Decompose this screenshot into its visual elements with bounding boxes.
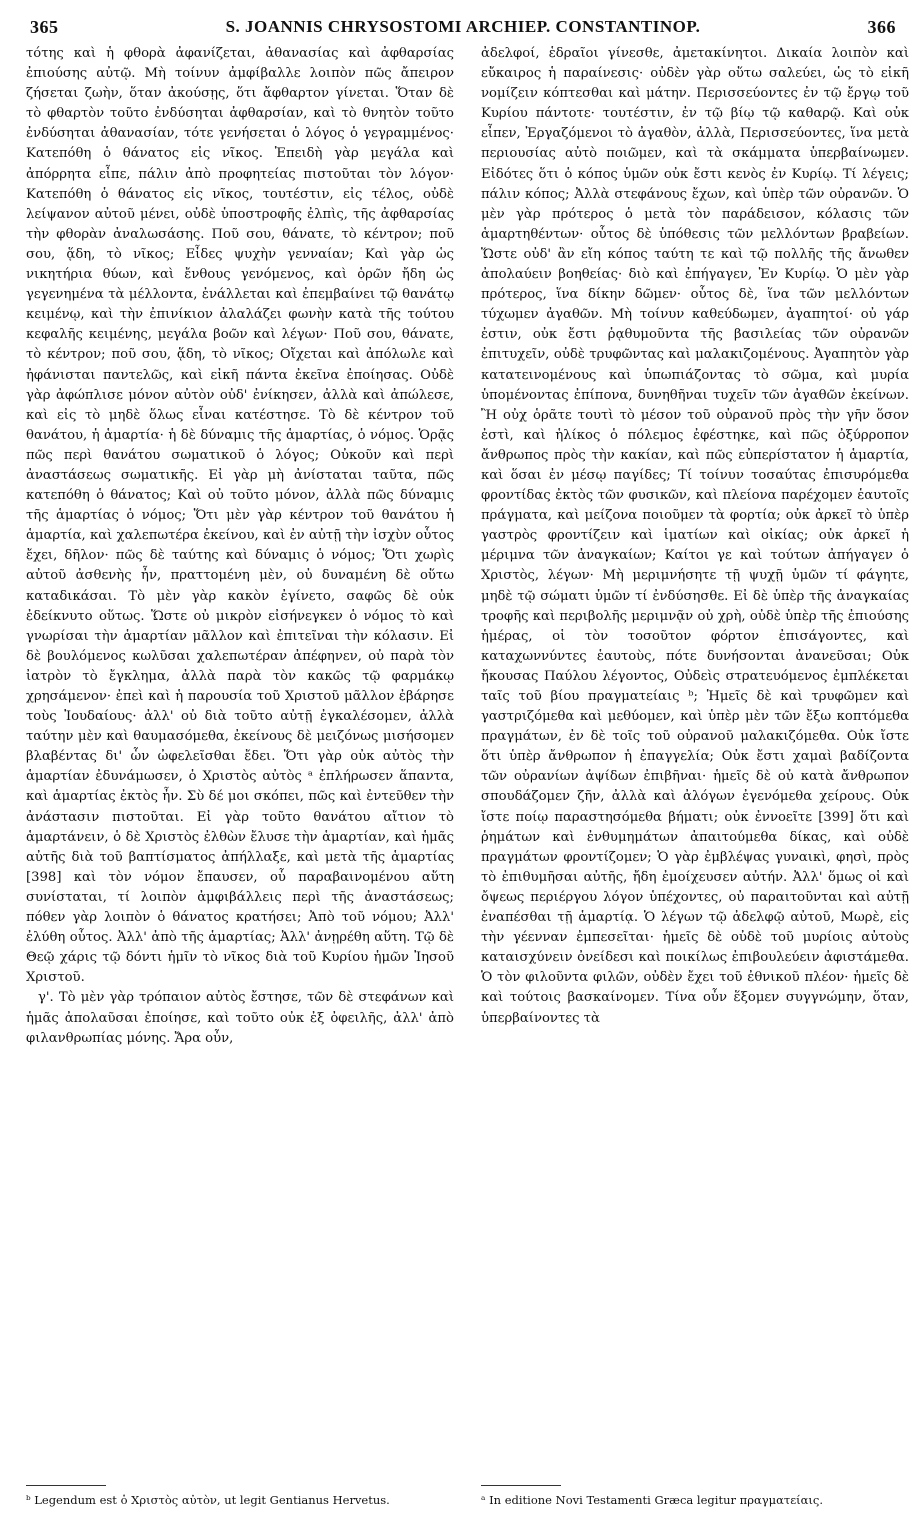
left-column (26, 44, 454, 1480)
left-paragraph-2: γ'. Τὸ μὲν γὰρ τρόπαιον αὐτὸς ἔστησε, τῶν δὲ στεφάνων καὶ ἡμᾶς ἀπολαῦσαι ἐποίησε, καὶ τοῦτο οὐκ ἐξ ὀφειλῆς, ἀλλ' ἀπὸ φιλανθρωπίας μόνης. Ἄρα οὖν, (26, 990, 454, 1046)
left-paragraph-1: τότης καὶ ἡ φθορὰ ἀφανίζεται, ἀθανασίας καὶ ἀφθαρσίας ἐπιούσης αὐτῷ. Μὴ τοίνυν ἀμφίβαλλε λοιπὸν πῶς ἄπειρον ζήσεται ζωὴν, ὅταν ἀκούσῃς, ὅτι ἄφθαρτον γίνεται. Ὅταν δὲ τὸ φθαρτὸν τοῦτο ἐνδύσηται ἀφθαρσίαν, καὶ τὸ θνητὸν τοῦτο ἐνδύσηται ἀθανασίαν, τότε γενήσεται ὁ λόγος ὁ γεγραμμένος· Κατεπόθη ὁ θάνατος εἰς νῖκος. Ἐπειδὴ γὰρ μεγάλα καὶ ἀπόρρητα εἶπε, πάλιν ἀπὸ προφητείας πιστοῦται τὸν λόγον· Κατεπόθη ὁ θάνατος εἰς νῖκος, τουτέστιν, εἰς τέλος, οὐδὲ λείψανον αὐτοῦ μένει, οὐδὲ ὑποστροφῆς ἐλπὶς, τῆς ἀφθαρσίας τὴν φθορὰν ἀναλωσάσης. Ποῦ σου, θάνατε, τὸ κέντρον; ποῦ σου, ᾅδη, τὸ νῖκος; Εἶδες ψυχὴν γενναίαν; Καὶ γὰρ ὡς νικητήρια θύων, καὶ ἔνθους γενόμενος, καὶ ὁρῶν ἤδη ὡς γεγενημένα τὰ μέλλοντα, ἐνάλλεται καὶ ἐπεμβαίνει τῷ θανάτῳ κειμένῳ, καὶ τὴν ἐπινίκιον ἀλαλάζει φωνὴν κατὰ τῆς τούτου κεφαλῆς κειμένης, μεγάλα βοῶν καὶ λέγων· Ποῦ σου, θάνατε, τὸ κέντρον; ποῦ σου, ᾅδη, τὸ νῖκος; Οἴχεται καὶ ἀπόλωλε καὶ ἠφάνισται παντελῶς, καὶ εἰκῆ πάντα ἐκεῖνα ἐποίησας. Οὐδὲ γὰρ ἀφώπλισε μόνον αὐτὸν οὐδ' ἐνίκησεν, ἀλλὰ καὶ ἀπώλεσε, καὶ εἰς τὸ μηδὲ ὅλως εἶναι κατέστησε. Τὸ δὲ κέντρον τοῦ θανάτου, ἡ ἁμαρτία· ἡ δὲ δύναμις τῆς ἁμαρτίας, ὁ νόμος. Ὁρᾷς πῶς περὶ θανάτου σωματικοῦ ὁ λόγος; Οὐκοῦν καὶ περὶ ἀναστάσεως σωματικῆς. Εἰ γὰρ μὴ ἀνίσταται ταῦτα, πῶς κατεπόθη ὁ θάνατος; Καὶ οὐ τοῦτο μόνον, ἀλλὰ πῶς δύναμις τῆς ἁμαρτίας ὁ νόμος; Ὅτι μὲν γὰρ κέντρον τοῦ θανάτου ἡ ἁμαρτία, καὶ χαλεπωτέρα ἐκείνου, καὶ ἐν αὐτῇ τὴν ἰσχὺν οὗτος ἔχει, δῆλον· πῶς δὲ ταύτης καὶ δύναμις ὁ νόμος; Ὅτι χωρὶς αὐτοῦ ἀσθενὴς ἦν, πραττομένη μὲν, οὐ δυναμένη δὲ οὕτω καταδικάσαι. Τὸ μὲν γὰρ κακὸν ἐγίνετο, σαφῶς δὲ οὐκ ἐδείκνυτο οὕτως. Ὥστε οὐ μικρὸν εἰσήνεγκεν ὁ νόμος τὸ καὶ γνωρίσαι τὴν ἁμαρτίαν μᾶλλον καὶ ἐπιτεῖναι τὴν κόλασιν. Εἰ δὲ βουλόμενος κωλῦσαι χαλεπωτέραν ἀπέφηνεν, οὐ παρὰ τὸν ἰατρὸν τὸ ἔγκλημα, ἀλλὰ παρὰ τὸν κακῶς τῷ φαρμάκῳ χρησάμενον· ἐπεὶ καὶ ἡ παρουσία τοῦ Χριστοῦ μᾶλλον ἐβάρησε τοὺς Ἰουδαίους· ἀλλ' οὐ διὰ τοῦτο αὐτῇ ἐγκαλέσομεν, ἀλλὰ ταύτην μὲν καὶ θαυμασόμεθα, ἐκείνους δὲ μειζόνως μισήσομεν βλαβέντας δι' ὧν ὠφελεῖσθαι ἔδει. Ὅτι γὰρ οὐκ αὐτὸς τὴν ἁμαρτίαν ἐδυνάμωσεν, ὁ Χριστὸς αὐτὸς ᵃ ἐπλήρωσεν ἅπαντα, καὶ ἁμαρτίας ἐκτὸς ἦν. Σὺ δέ μοι σκόπει, πῶς καὶ ἐντεῦθεν τὴν ἀνάστασιν πιστοῦται. Εἰ γὰρ τοῦτο θανάτου αἴτιον τὸ ἁμαρτάνειν, ὁ δὲ Χριστὸς ἐλθὼν ἔλυσε τὴν ἁμαρτίαν, καὶ ἡμᾶς αὐτῆς διὰ τοῦ βαπτίσματος ἀπήλλαξε, καὶ μετὰ τῆς ἁμαρτίας [398] καὶ τὸν νόμον ἔπαυσεν, οὗ παραβαινομένου αὕτη συνίσταται, τί λοιπὸν ἀμφιβάλλεις περὶ τῆς ἀναστάσεως; πόθεν γὰρ λοιπὸν ὁ θάνατος κρατήσει; Ἀπὸ τοῦ νόμου; Ἀλλ' ἐλύθη οὗτος. Ἀλλ' ἀπὸ τῆς ἁμαρτίας; Ἀλλ' ἀνῃρέθη αὕτη. Τῷ δὲ Θεῷ χάρις τῷ δόντι ἡμῖν τὸ νῖκος διὰ τοῦ Κυρίου ἡμῶν Ἰησοῦ Χριστοῦ. (26, 46, 454, 986)
right-page-number: 366 (867, 16, 896, 37)
running-header (30, 12, 896, 42)
right-column (481, 44, 909, 1480)
right-paragraph-1: ἀδελφοί, ἑδραῖοι γίνεσθε, ἀμετακίνητοι. Δικαία λοιπὸν καὶ εὔκαιρος ἡ παραίνεσις· οὐδὲν γὰρ οὕτω σαλεύει, ὡς τὸ εἰκῆ νομίζειν κόπτεσθαι καὶ μάτην. Περισσεύοντες ἐν τῷ ἔργῳ τοῦ Κυρίου πάντοτε· τουτέστιν, ἐν τῷ βίῳ τῷ καθαρῷ. Καὶ οὐκ εἶπεν, Ἐργαζόμενοι τὸ ἀγαθὸν, ἀλλὰ, Περισσεύοντες, ἵνα μετὰ περιουσίας αὐτὸ ποιῶμεν, καὶ τὰ σκάμματα ὑπερβαίνωμεν. Εἰδότες ὅτι ὁ κόπος ὑμῶν οὐκ ἔστι κενὸς ἐν Κυρίῳ. Τί λέγεις; πάλιν κόπος; Ἀλλὰ στεφάνους ἔχων, καὶ ὑπὲρ τῶν οὐρανῶν. Ὁ μὲν γὰρ πρότερος ὁ μετὰ τὸν παράδεισον, κόλασις τῶν ἁμαρτηθέντων· οὗτος δὲ ὑπόθεσις τῶν μελλόντων βραβείων. Ὥστε οὐδ' ἂν εἴη κόπος ταύτη τε καὶ τῷ πολλῆς τῆς ἄνωθεν ἀπολαύειν βοηθείας· διὸ καὶ ἐπήγαγεν, Ἐν Κυρίῳ. Ὁ μὲν γὰρ πρότερος, ἵνα δίκην δῶμεν· οὗτος δὲ, ἵνα τῶν μελλόντων τύχωμεν ἀγαθῶν. Μὴ τοίνυν καθεύδωμεν, ἀγαπητοί· οὐ γάρ ἐστιν, οὐκ ἔστι ῥᾳθυμοῦντα τῆς βασιλείας τῶν οὐρανῶν ἐπιτυχεῖν, οὐδὲ τρυφῶντας καὶ μαλακιζομένους. Ἀγαπητὸν γὰρ κατατεινομένους καὶ ὑπωπιάζοντας τὸ σῶμα, καὶ μυρία ὑπομένοντας ἐπίπονα, δυνηθῆναι τυχεῖν τῶν ἀγαθῶν ἐκείνων. Ἢ οὐχ ὁρᾶτε τουτὶ τὸ μέσον τοῦ οὐρανοῦ πρὸς τὴν γῆν ὅσον ἐστὶ, καὶ ἡλίκος ὁ πόλεμος ἐφέστηκε, καὶ πῶς ὀξύρροπον ἄνθρωπος πρὸς τὴν κακίαν, καὶ πῶς εὐπερίστατον ἡ ἁμαρτία, καὶ ὅσαι ἐν μέσῳ παγίδες; Τί τοίνυν τοσαύτας ἐπισυρόμεθα φροντίδας ἐκτὸς τῶν φυσικῶν, καὶ πλείονα παρέχομεν ἑαυτοῖς πράγματα, καὶ μείζονα ποιοῦμεν τὰ φορτία; οὐκ ἀρκεῖ τὸ ὑπὲρ γαστρὸς φροντίζειν καὶ ἱματίων καὶ οἰκίας; οὐκ ἀρκεῖ ἡ μέριμνα τῶν ἀναγκαίων; Καίτοι γε καὶ τούτων ἀπήγαγεν ὁ Χριστὸς, λέγων· Μὴ μεριμνήσητε τῇ ψυχῇ ὑμῶν τί φάγητε, μηδὲ τῷ σώματι ὑμῶν τί ἐνδύσησθε. Εἰ δὲ ὑπὲρ τῆς ἀναγκαίας τροφῆς καὶ περιβολῆς μεριμνᾷν οὐ χρὴ, οὐδὲ ὑπὲρ τῆς ἐπιούσης ἡμέρας, οἱ τὸν τοσοῦτον φόρτον ἐπισάγοντες, καὶ καταχωννύντες ἑαυτοὺς, πότε δυνήσονται ἀνανεῦσαι; Οὐκ ἤκουσας Παύλου λέγοντος, Οὐδεὶς στρατευόμενος ἐμπλέκεται ταῖς τοῦ βίου πραγματείαις ᵇ; Ἡμεῖς δὲ καὶ τρυφῶμεν καὶ γαστριζόμεθα καὶ μεθύομεν, καὶ ὑπὲρ μὲν τῶν ἔξω κοπτόμεθα πραγμάτων, ἐν δὲ τοῖς τοῦ οὐρανοῦ μαλακιζόμεθα. Οὐκ ἴστε ὅτι ὑπὲρ ἄνθρωπον ἡ ἐπαγγελία; Οὐκ ἔστι χαμαὶ βαδίζοντα τῶν οὐρανίων ἀψίδων ἐπιβῆναι· ἡμεῖς δὲ οὐ κατὰ ἄνθρωπον σπουδάζομεν ζῆν, ἀλλὰ καὶ ἀλόγων ἐγενόμεθα χείρους. Οὐκ ἴστε ποίῳ παραστησόμεθα βήματι; οὐκ ἐννοεῖτε [399] ὅτι καὶ ῥημάτων καὶ ἐνθυμημάτων ἀπαιτούμεθα δίκας, καὶ οὐδὲ πραγμάτων φροντίζομεν; Ὁ γὰρ ἐμβλέψας γυναικὶ, φησὶ, πρὸς τὸ ἐπιθυμῆσαι αὐτῆς, ἤδη ἐμοίχευσεν αὐτήν. Ἀλλ' ὅμως οἱ καὶ ὄψεως περιέργου λόγον ὑπέχοντες, οὐ παραιτοῦνται καὶ αὐτῇ ἐναπέσθαι τῇ ἁμαρτίᾳ. Ὁ λέγων τῷ ἀδελφῷ αὐτοῦ, Μωρὲ, εἰς τὴν γέενναν ἐμπεσεῖται· ἡμεῖς δὲ οὐδὲ τοῦ μυρίοις αὐτοὺς καταισχύνειν ὀνείδεσι καὶ ποικίλως ἐπιβουλεύειν ἀφιστάμεθα. Ὁ τὸν φιλοῦντα φιλῶν, οὐδὲν ἔχει τοῦ ἐθνικοῦ πλέον· ἡμεῖς δὲ καὶ τούτοις βασκαίνομεν. Τίνα οὖν ἕξομεν συγγνώμην, ὅταν, ὑπερβαίνοντες τὰ (481, 46, 909, 1026)
left-page-number: 365 (30, 16, 59, 37)
footnote-right: ᵃ In editione Novi Testamenti Græca legitur πραγματείαις. (481, 1493, 824, 1507)
footnote-rule-right (481, 1485, 561, 1486)
running-title: S. JOANNIS CHRYSOSTOMI ARCHIEP. CONSTANTINOP. (225, 17, 701, 36)
footnote-left: ᵇ Legendum est ὁ Χριστὸς αὐτὸν, ut legit Gentianus Hervetus. (26, 1493, 390, 1507)
footnote-rule-left (26, 1485, 106, 1486)
